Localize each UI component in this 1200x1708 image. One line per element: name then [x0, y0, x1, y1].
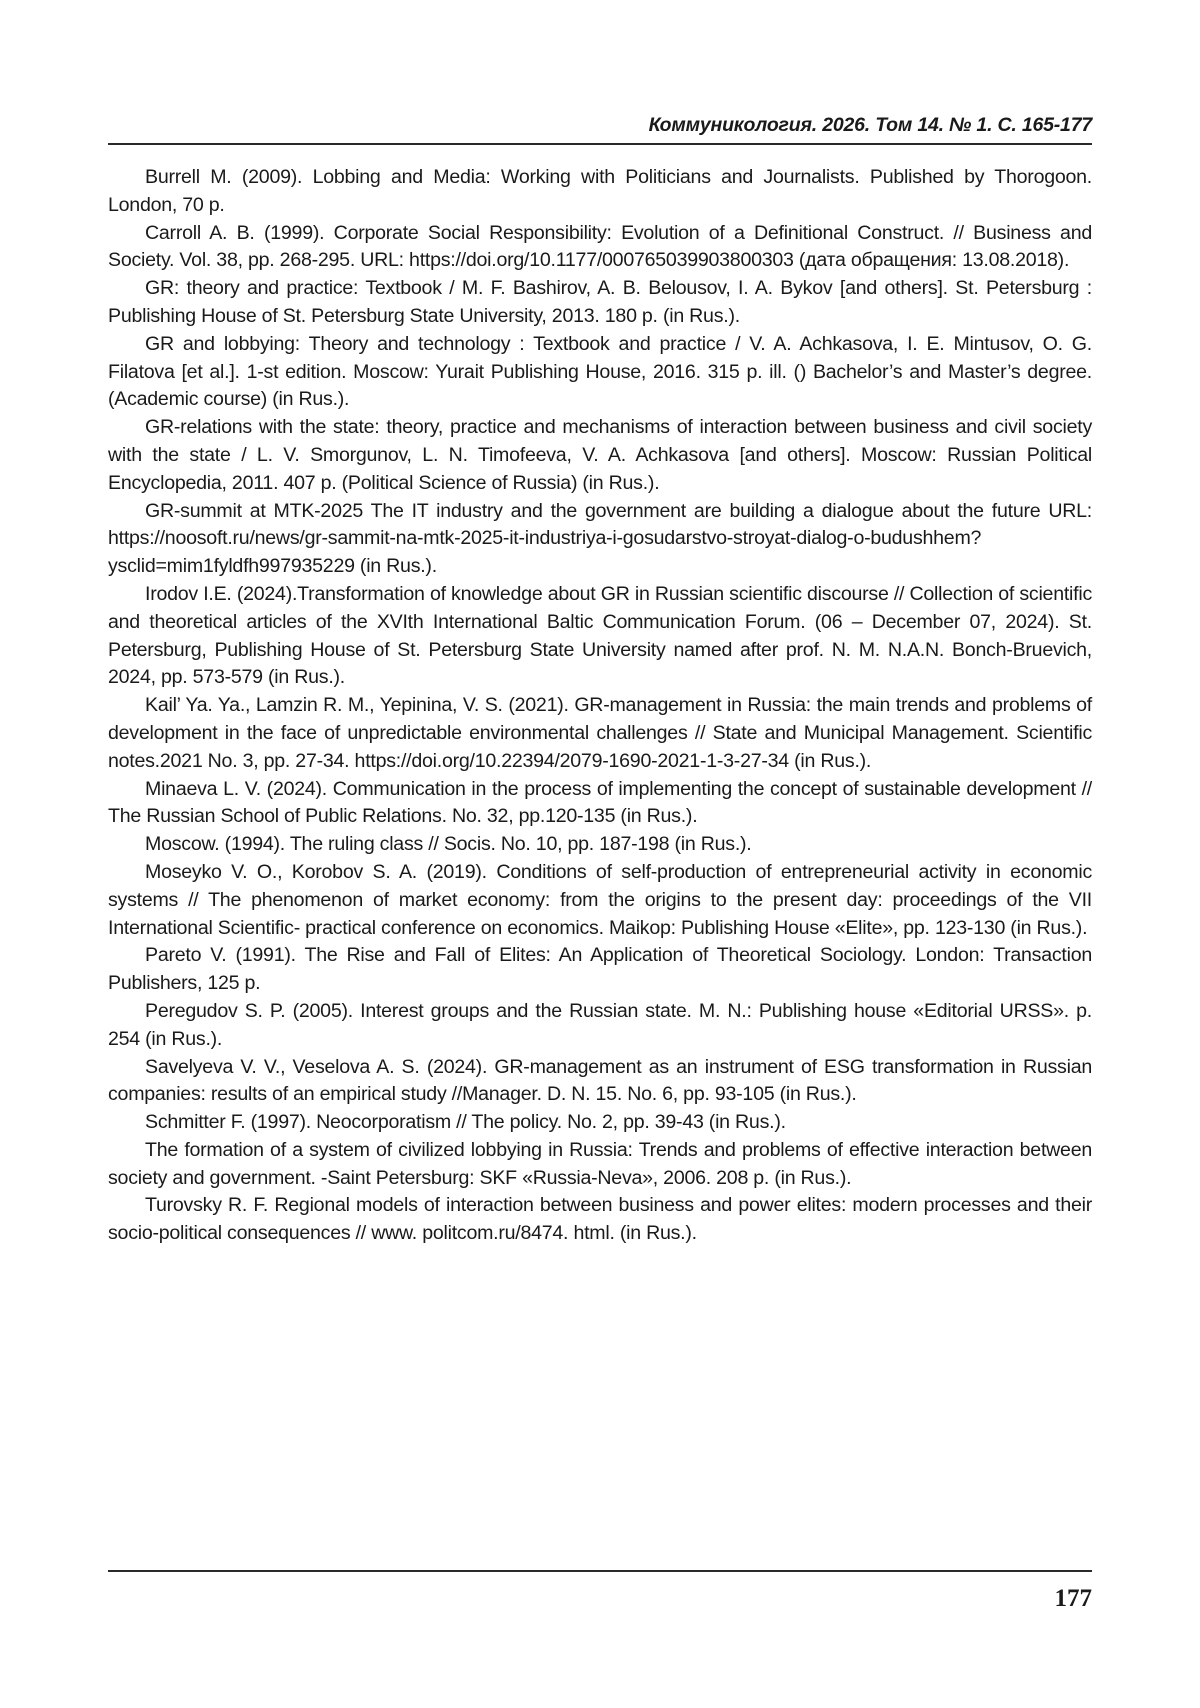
reference-item: Kail’ Ya. Ya., Lamzin R. M., Yepinina, V. S. (2021). GR-management in Russia: the main trends and problems of development in the face of unpredictable environmental challenges // State and Municipal Management. Scientific notes.2021 No. 3, pp. 27-34. https://doi.org/10.22394/2079-1690-2021-1-3-27-34 (in Rus.).	[108, 694, 1092, 772]
running-header: Коммуникология. 2026. Том 14. № 1. С. 165-177	[648, 114, 1092, 136]
reference-item: Irodov I.E. (2024).Transformation of knowledge about GR in Russian scientific discourse // Collection of scientific and theoretical articles of the XVIth International Baltic Communication Forum. (06 – December 07, 2024). St. Petersburg, Publishing House of St. Petersburg State University named after prof. N. M. N.A.N. Bonch-Bruevich, 2024, pp. 573-579 (in Rus.).	[108, 582, 1092, 689]
reference-item: Savelyeva V. V., Veselova A. S. (2024). GR-management as an instrument of ESG transformation in Russian companies: results of an empirical study //Manager. D. N. 15. No. 6, pp. 93-105 (in Rus.).	[108, 1055, 1092, 1106]
reference-item: Burrell M. (2009). Lobbing and Media: Working with Politicians and Journalists. Published by Thorogoon. London, 70 p.	[108, 166, 1092, 216]
page-number: 177	[1054, 1585, 1092, 1612]
reference-item: Minaeva L. V. (2024). Communication in the process of implementing the concept of sustainable development // The Russian School of Public Relations. No. 32, pp.120-135 (in Rus.).	[108, 777, 1092, 828]
footer-divider	[108, 1570, 1092, 1572]
reference-item: Pareto V. (1991). The Rise and Fall of Elites: An Application of Theoretical Sociology. London: Transaction Publishers, 125 p.	[108, 944, 1092, 995]
reference-item: Schmitter F. (1997). Neocorporatism // The policy. No. 2, pp. 39-43 (in Rus.).	[145, 1111, 786, 1134]
reference-item: GR and lobbying: Theory and technology : Textbook and practice / V. A. Achkasova, I. E. Mintusov, O. G. Filatova [et al.]. 1-st edition. Moscow: Yurait Publishing House, 2016. 315 p. ill. () Bachelor’s and Master’s degree. (Academic course) (in Rus.).	[108, 332, 1092, 411]
reference-item: The formation of a system of civilized lobbying in Russia: Trends and problems of effective interaction between society and government. -Saint Petersburg: SKF «Russia-Neva», 2006. 208 p. (in Rus.).	[108, 1138, 1092, 1189]
reference-list	[108, 164, 1092, 1248]
reference-item: Turovsky R. F. Regional models of interaction between business and power elites: modern processes and their socio-political consequences // www. politcom.ru/8474. html. (in Rus.).	[108, 1194, 1092, 1245]
reference-item: Peregudov S. P. (2005). Interest groups and the Russian state. M. N.: Publishing house «Editorial URSS». p. 254 (in Rus.).	[108, 999, 1092, 1050]
reference-item: Moscow. (1994). The ruling class // Socis. No. 10, pp. 187-198 (in Rus.).	[145, 833, 752, 856]
reference-item: Moseyko V. O., Korobov S. A. (2019). Conditions of self-production of entrepreneurial activity in economic systems // The phenomenon of market economy: from the origins to the present day: proceedings of the VII International Scientific- practical conference on economics. Maikop: Publishing House «Elite», pp. 123-130 (in Rus.).	[108, 860, 1092, 939]
reference-item: GR-summit at MTK-2025 The IT industry and the government are building a dialogue about the future URL: https://noosoft.ru/news/gr-sammit-na-mtk-2025-it-industriya-i-gosudarstvo-stroyat-dialog-o-budushhem?ysclid=mim1fyldfh997935229 (in Rus.).	[108, 499, 1092, 578]
reference-item: Carroll A. B. (1999). Corporate Social Responsibility: Evolution of a Definitional Construct. // Business and Society. Vol. 38, pp. 268-295. URL: https://doi.org/10.1177/000765039903800303 (дата обращения: 13.08.2018).	[108, 221, 1092, 272]
reference-item: GR-relations with the state: theory, practice and mechanisms of interaction between business and civil society with the state / L. V. Smorgunov, L. N. Timofeeva, V. A. Achkasova [and others]. Moscow: Russian Political Encyclopedia, 2011. 407 p. (Political Science of Russia) (in Rus.).	[108, 416, 1092, 494]
header-divider	[108, 143, 1092, 145]
reference-item: GR: theory and practice: Textbook / M. F. Bashirov, A. B. Belousov, I. A. Bykov [and others]. St. Petersburg : Publishing House of St. Petersburg State University, 2013. 180 p. (in Rus.).	[108, 277, 1092, 327]
